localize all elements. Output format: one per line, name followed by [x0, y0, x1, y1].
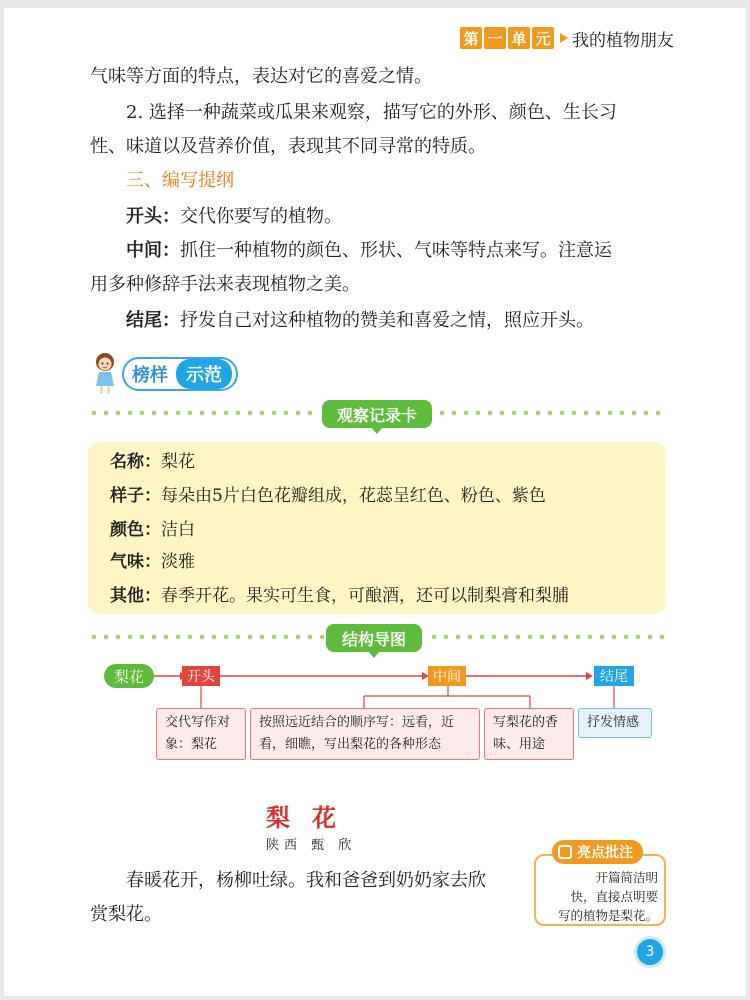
record-key: 颜色： — [110, 520, 161, 540]
mind-map-ending-note: 抒发情感 — [578, 708, 652, 738]
record-value: 春季开花。果实可生食，可酿酒，还可以制梨膏和梨脯 — [161, 586, 569, 606]
unit-char: 一 — [484, 27, 506, 49]
essay-line: 赏梨花。 — [90, 904, 162, 925]
badge-left-text: 榜样 — [132, 365, 168, 386]
record-value: 梨花 — [161, 452, 195, 472]
paragraph-line: 2. 选择一种蔬菜或瓜果来观察，描写它的外形、颜色、生长习 — [126, 102, 617, 123]
highlight-note-box — [534, 854, 666, 926]
unit-char: 第 — [460, 27, 482, 49]
highlight-note-label: 亮点批注 — [577, 845, 633, 861]
note-line: 写梨花的香 — [493, 715, 559, 730]
note-icon — [558, 845, 572, 859]
mind-map-root: 梨花 — [104, 664, 154, 688]
outline-label: 开头： — [126, 206, 180, 227]
note-line: 味、用途 — [493, 737, 546, 752]
mind-map-title: 结构导图 — [326, 624, 422, 652]
record-key: 样子： — [110, 486, 161, 506]
record-card-title: 观察记录卡 — [322, 400, 432, 428]
mind-map-middle: 中间 — [428, 666, 466, 686]
highlight-note-tag — [552, 840, 643, 864]
mind-map-opening-note — [156, 708, 246, 760]
record-key: 名称： — [110, 452, 161, 472]
essay-line: 春暖花开，杨柳吐绿。我和爸爸到奶奶家去欣 — [126, 870, 486, 891]
record-key: 气味： — [110, 552, 161, 572]
record-value: 淡雅 — [161, 552, 195, 572]
book-page — [4, 8, 746, 996]
record-key: 其他： — [110, 586, 161, 606]
mind-map-opening: 开头 — [182, 666, 220, 686]
unit-char: 元 — [532, 27, 554, 49]
outline-label: 中间： — [126, 240, 180, 261]
unit-char: 单 — [508, 27, 530, 49]
paragraph-line: 性、味道以及营养价值，表现其不同寻常的特质。 — [90, 136, 486, 157]
unit-title: 我的植物朋友 — [572, 30, 674, 51]
essay-title: 梨花 — [266, 804, 358, 832]
essay-author: 陕西 甄 欣 — [266, 838, 357, 853]
mind-map-middle-note-1 — [250, 708, 480, 760]
section-heading: 三、编写提纲 — [126, 170, 234, 191]
note-line: 象：梨花 — [165, 737, 218, 752]
paragraph-line: 用多种修辞手法来表现植物之美。 — [90, 274, 360, 295]
paragraph-line: 气味等方面的特点，表达对它的喜爱之情。 — [90, 66, 432, 87]
note-line: 开篇简洁明 — [595, 870, 658, 885]
record-value: 每朵由5片白色花瓣组成，花蕊呈红色、粉色、紫色 — [161, 486, 546, 506]
badge-right-text: 示范 — [176, 359, 232, 389]
note-line: 按照远近结合的顺序写：远看，近 — [259, 715, 455, 730]
mind-map-ending: 结尾 — [594, 666, 634, 686]
note-line: 看，细瞧，写出梨花的各种形态 — [259, 737, 442, 752]
page-number: 3 — [634, 936, 666, 968]
mind-map-middle-note-2 — [484, 708, 574, 760]
note-line: 写的植物是梨花。 — [557, 908, 658, 923]
note-line: 快，直接点明要 — [570, 889, 658, 904]
outline-text: 抒发自己对这种植物的赞美和喜爱之情，照应开头。 — [180, 310, 594, 331]
note-line: 交代写作对 — [165, 715, 231, 730]
outline-label: 结尾： — [126, 310, 180, 331]
outline-text: 抓住一种植物的颜色、形状、气味等特点来写。注意运 — [180, 240, 612, 261]
record-value: 洁白 — [161, 520, 195, 540]
outline-text: 交代你要写的植物。 — [180, 206, 342, 227]
